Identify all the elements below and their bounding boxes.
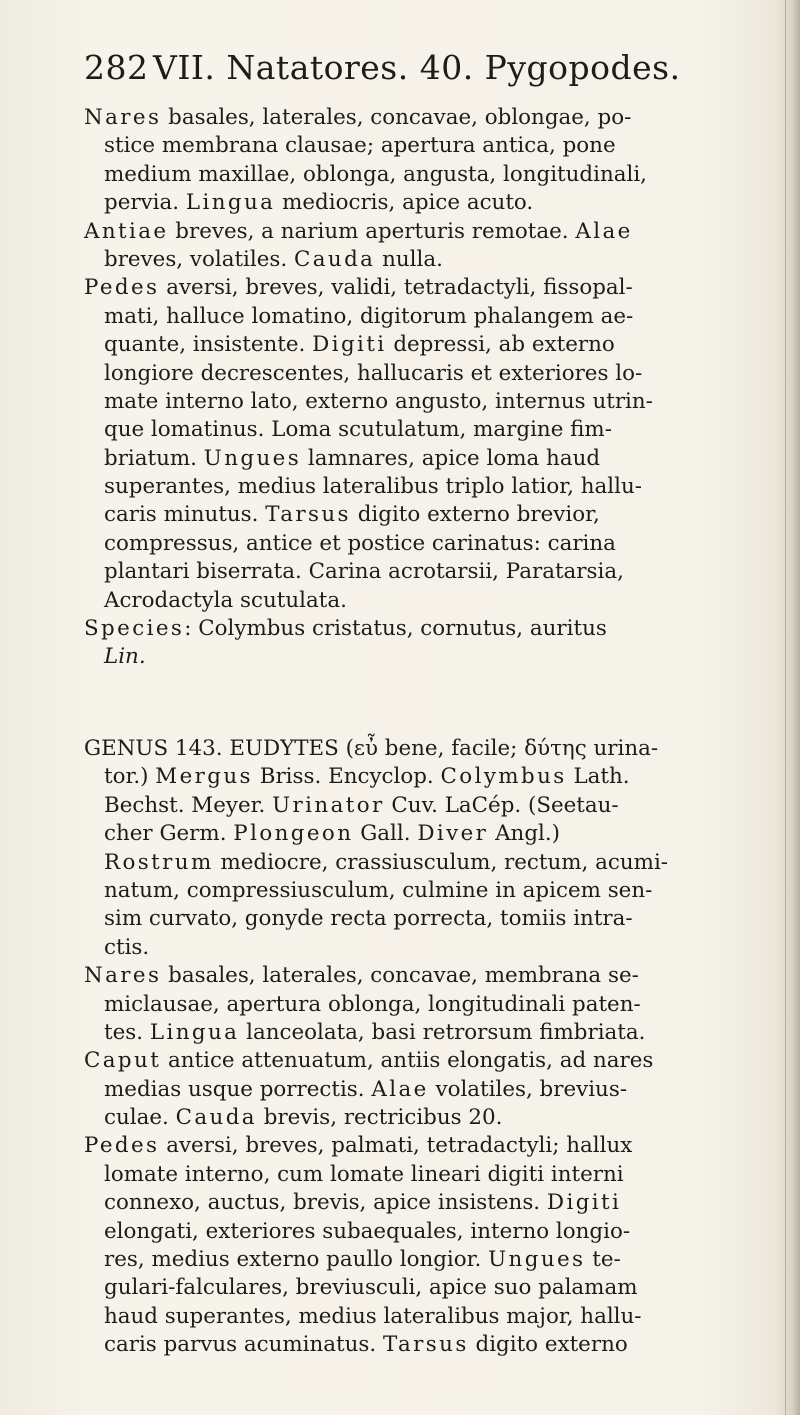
text-segment: res, medius externo paullo longior. xyxy=(104,1247,489,1273)
text-segment: ctis. xyxy=(104,934,150,960)
text-segment: haud superantes, medius lateralibus major, hallu- xyxy=(104,1303,642,1329)
text-segment: Gall. xyxy=(353,821,418,847)
text-line xyxy=(84,246,748,274)
text-line xyxy=(84,792,748,820)
spaced-term: Mergus xyxy=(155,764,253,790)
italic-text: Lin. xyxy=(104,644,146,670)
text-line xyxy=(84,735,748,763)
text-line xyxy=(84,643,748,671)
spaced-term: Nares xyxy=(84,105,162,130)
text-line xyxy=(84,905,748,933)
text-line xyxy=(84,445,748,473)
page-edge-line xyxy=(785,0,786,1415)
spaced-term: Antiae xyxy=(84,218,169,244)
text-line xyxy=(84,1161,748,1189)
page-number: 282 xyxy=(84,48,149,87)
text-line xyxy=(84,104,748,132)
text-segment: briatum. xyxy=(104,445,204,471)
text-line xyxy=(84,473,748,501)
page-edge-shadow xyxy=(774,0,800,1415)
text-line xyxy=(84,1019,748,1047)
text-segment: basales, laterales, concavae, oblongae, po- xyxy=(161,105,632,130)
text-line xyxy=(84,1218,748,1246)
text-line xyxy=(84,388,748,416)
spaced-term: Pedes xyxy=(84,275,160,301)
text-segment: culae. xyxy=(104,1105,176,1131)
text-line xyxy=(84,615,748,643)
spaced-term: Tarsus xyxy=(383,1332,469,1358)
text-segment: lamnares, apice loma haud xyxy=(301,445,601,471)
text-segment: volatiles, brevius- xyxy=(428,1076,628,1102)
text-segment: caris minutus. xyxy=(104,502,266,528)
text-line xyxy=(84,501,748,529)
text-segment: quante, insistente. xyxy=(104,332,313,358)
text-segment: Briss. Encyclop. xyxy=(252,764,441,790)
text-segment: breves, a narium aperturis remotae. xyxy=(168,218,576,244)
text-segment: connexo, auctus, brevis, apice insistens. xyxy=(104,1190,547,1216)
text-segment: natum, compressiusculum, culmine in apicem sen- xyxy=(104,877,653,903)
spaced-term: Pedes xyxy=(84,1133,160,1159)
text-segment: que lomatinus. Loma scutulatum, margine fim- xyxy=(104,417,612,443)
spaced-term: Tarsus xyxy=(265,502,351,528)
text-line xyxy=(84,331,748,359)
spaced-term: Cauda xyxy=(293,246,376,272)
text-line xyxy=(84,1189,748,1217)
spaced-term: Diver xyxy=(417,821,489,847)
spaced-term: Rostrum xyxy=(104,849,214,875)
text-segment: medium maxillae, oblonga, angusta, longitudinali, xyxy=(104,161,647,187)
text-block-pygopodes-characters xyxy=(84,104,748,672)
text-segment: gulari-falculares, breviusculi, apice suo palamam xyxy=(104,1275,638,1301)
text-segment: Bechst. Meyer. xyxy=(104,792,273,818)
spaced-term: Colymbus xyxy=(440,764,567,790)
text-segment: aversi, breves, validi, tetradactyli, fissopal- xyxy=(159,275,633,301)
text-segment: mediocris, apice acuto. xyxy=(275,190,534,216)
text-segment: miclausae, apertura oblonga, longitudinali paten- xyxy=(104,991,641,1017)
spaced-term: Nares xyxy=(84,963,162,989)
text-line xyxy=(84,360,748,388)
spaced-term: Lingua xyxy=(149,1019,240,1045)
text-segment: brevis, rectricibus 20. xyxy=(256,1105,503,1131)
text-segment: plantari biserrata. Carina acrotarsii, Paratarsia, xyxy=(104,559,624,585)
text-segment: antice attenuatum, antiis elongatis, ad nares xyxy=(161,1048,654,1074)
text-segment: Cuv. LaCép. (Seetau- xyxy=(384,792,619,818)
spaced-term: Ungues xyxy=(488,1247,586,1273)
text-segment: te- xyxy=(585,1247,621,1273)
text-segment: nulla. xyxy=(375,246,443,272)
text-line xyxy=(84,558,748,586)
text-line xyxy=(84,934,748,962)
text-segment: : Colymbus cristatus, cornutus, auritus xyxy=(184,616,607,642)
text-line xyxy=(84,161,748,189)
text-segment: cher Germ. xyxy=(104,821,234,847)
spaced-term: Ungues xyxy=(203,445,302,471)
text-segment: GENUS 143. EUDYTES (εὖ bene, facile; δύτης urina- xyxy=(84,736,659,761)
text-segment: mate interno lato, externo angusto, internus utrin- xyxy=(104,388,653,414)
text-segment: breves, volatiles. xyxy=(104,246,294,272)
text-segment: mati, halluce lomatino, digitorum phalangem ae- xyxy=(104,303,634,329)
text-segment: digito externo brevior, xyxy=(350,502,600,528)
text-line xyxy=(84,991,748,1019)
spaced-term: Species xyxy=(84,616,185,642)
text-segment: aversi, breves, palmati, tetradactyli; hallux xyxy=(159,1133,633,1159)
text-line xyxy=(84,1076,748,1104)
text-line xyxy=(84,849,748,877)
text-line xyxy=(84,303,748,331)
text-block-genus-eudytes xyxy=(84,735,748,1360)
running-title: VII. Natatores. 40. Pygopodes. xyxy=(153,48,681,87)
text-segment: sim curvato, gonyde recta porrecta, tomiis intra- xyxy=(104,906,633,932)
spaced-term: Cauda xyxy=(175,1105,257,1131)
text-line xyxy=(84,416,748,444)
text-line xyxy=(84,132,748,160)
text-segment: medias usque porrectis. xyxy=(104,1076,372,1102)
text-line xyxy=(84,877,748,905)
spaced-term: Urinator xyxy=(272,792,385,818)
text-line xyxy=(84,530,748,558)
text-segment: longiore decrescentes, hallucaris et exteriores lo- xyxy=(104,360,643,386)
text-line xyxy=(84,1132,748,1160)
text-segment: superantes, medius lateralibus triplo latior, hallu- xyxy=(104,474,642,500)
spaced-term: Plongeon xyxy=(233,821,354,847)
text-line xyxy=(84,218,748,246)
text-segment: mediocre, crassiusculum, rectum, acumi- xyxy=(213,849,669,875)
text-line xyxy=(84,1104,748,1132)
text-segment: stice membrana clausae; apertura antica, pone xyxy=(104,133,616,159)
spaced-term: Alae xyxy=(371,1076,429,1102)
text-segment: Angl.) xyxy=(488,821,560,847)
spaced-term: Lingua xyxy=(185,190,276,216)
text-segment: digito externo xyxy=(468,1332,628,1358)
text-line xyxy=(84,1274,748,1302)
spaced-term: Digiti xyxy=(546,1190,622,1216)
text-segment: basales, laterales, concavae, membrana se- xyxy=(161,963,639,989)
text-segment: caris parvus acuminatus. xyxy=(104,1332,383,1358)
spaced-term: Caput xyxy=(84,1048,162,1074)
text-line xyxy=(84,1246,748,1274)
text-line xyxy=(84,820,748,848)
text-segment: Lath. xyxy=(566,764,630,790)
text-segment: lomate interno, cum lomate lineari digiti interni xyxy=(104,1161,624,1187)
text-line xyxy=(84,1047,748,1075)
text-segment: Acrodactyla scutulata. xyxy=(104,587,347,613)
text-segment: elongati, exteriores subaequales, interno longio- xyxy=(104,1218,631,1244)
text-segment: tor.) xyxy=(104,764,156,790)
text-segment: tes. xyxy=(104,1019,150,1045)
text-line xyxy=(84,189,748,217)
text-line xyxy=(84,587,748,615)
text-line xyxy=(84,1331,748,1359)
text-segment: pervia. xyxy=(104,190,186,216)
text-segment: lanceolata, basi retrorsum fimbriata. xyxy=(239,1019,646,1045)
spaced-term: Alae xyxy=(575,218,633,244)
spaced-term: Digiti xyxy=(312,332,387,358)
text-line xyxy=(84,763,748,791)
page-header xyxy=(84,48,704,98)
text-line xyxy=(84,962,748,990)
text-segment: depressi, ab externo xyxy=(386,332,615,358)
text-line xyxy=(84,1303,748,1331)
text-segment: compressus, antice et postice carinatus: carina xyxy=(104,530,616,556)
text-line xyxy=(84,274,748,302)
